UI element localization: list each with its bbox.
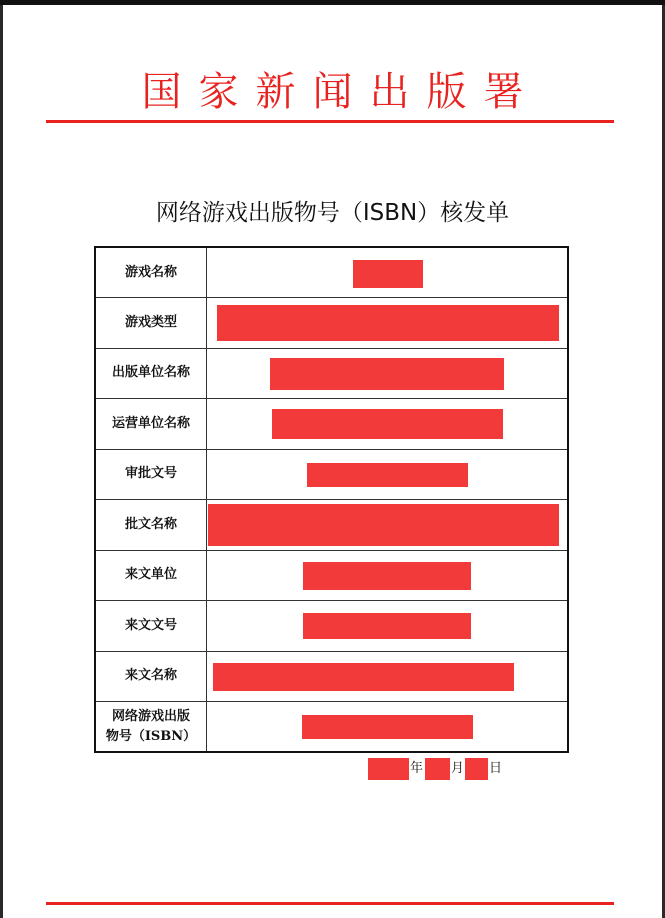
row-label-operator: 运营单位名称 (95, 399, 207, 450)
redacted-block (303, 613, 471, 639)
row-label-game-type: 游戏类型 (95, 298, 207, 349)
table-row (95, 247, 568, 298)
row-value-operator (207, 399, 569, 450)
row-value-publisher (207, 348, 569, 399)
row-value-game-name (207, 247, 569, 298)
row-label-isbn-line1: 网络游戏出版 (111, 708, 190, 724)
month-char: 月 (451, 761, 465, 776)
table-row (95, 702, 568, 753)
table-row (95, 348, 568, 399)
row-value-isbn (207, 702, 569, 753)
row-value-approval-number (207, 449, 569, 500)
top-border (0, 0, 665, 5)
header-divider (46, 120, 614, 123)
table-row (95, 298, 568, 349)
row-label-submission-name: 来文名称 (95, 651, 207, 702)
redacted-month (425, 758, 450, 780)
redacted-block (213, 663, 514, 691)
day-char: 日 (489, 761, 503, 776)
row-value-game-type (207, 298, 569, 349)
table-row (95, 449, 568, 500)
row-value-submitting-unit (207, 550, 569, 601)
row-value-approval-name (207, 500, 569, 551)
table-row (95, 500, 568, 551)
row-label-isbn (95, 702, 207, 753)
redacted-block (272, 409, 503, 439)
row-label-approval-number: 审批文号 (95, 449, 207, 500)
redacted-block (307, 463, 468, 487)
row-label-submitting-unit: 来文单位 (95, 550, 207, 601)
row-label-publisher: 出版单位名称 (95, 348, 207, 399)
redacted-block (270, 358, 504, 390)
left-border (0, 5, 3, 918)
redacted-block (353, 260, 423, 288)
row-value-submission-number (207, 601, 569, 652)
row-label-game-name: 游戏名称 (95, 247, 207, 298)
table-row (95, 601, 568, 652)
row-label-approval-name: 批文名称 (95, 500, 207, 551)
table-row (95, 550, 568, 601)
redacted-year (368, 758, 409, 780)
row-label-isbn-line2: 物号（ISBN） (105, 728, 197, 744)
table-row (95, 651, 568, 702)
redacted-day (465, 758, 488, 780)
document-title: 网络游戏出版物号（ISBN）核发单 (155, 200, 510, 226)
footer-divider (46, 902, 614, 905)
year-char: 年 (410, 761, 424, 776)
redacted-block (303, 562, 471, 590)
redacted-block (208, 504, 559, 546)
approval-form-table (94, 246, 569, 753)
row-label-submission-number: 来文文号 (95, 601, 207, 652)
table-row (95, 399, 568, 450)
row-value-submission-name (207, 651, 569, 702)
organization-title: 国家新闻出版署 (141, 69, 541, 115)
redacted-block (217, 305, 559, 341)
redacted-block (302, 715, 473, 739)
